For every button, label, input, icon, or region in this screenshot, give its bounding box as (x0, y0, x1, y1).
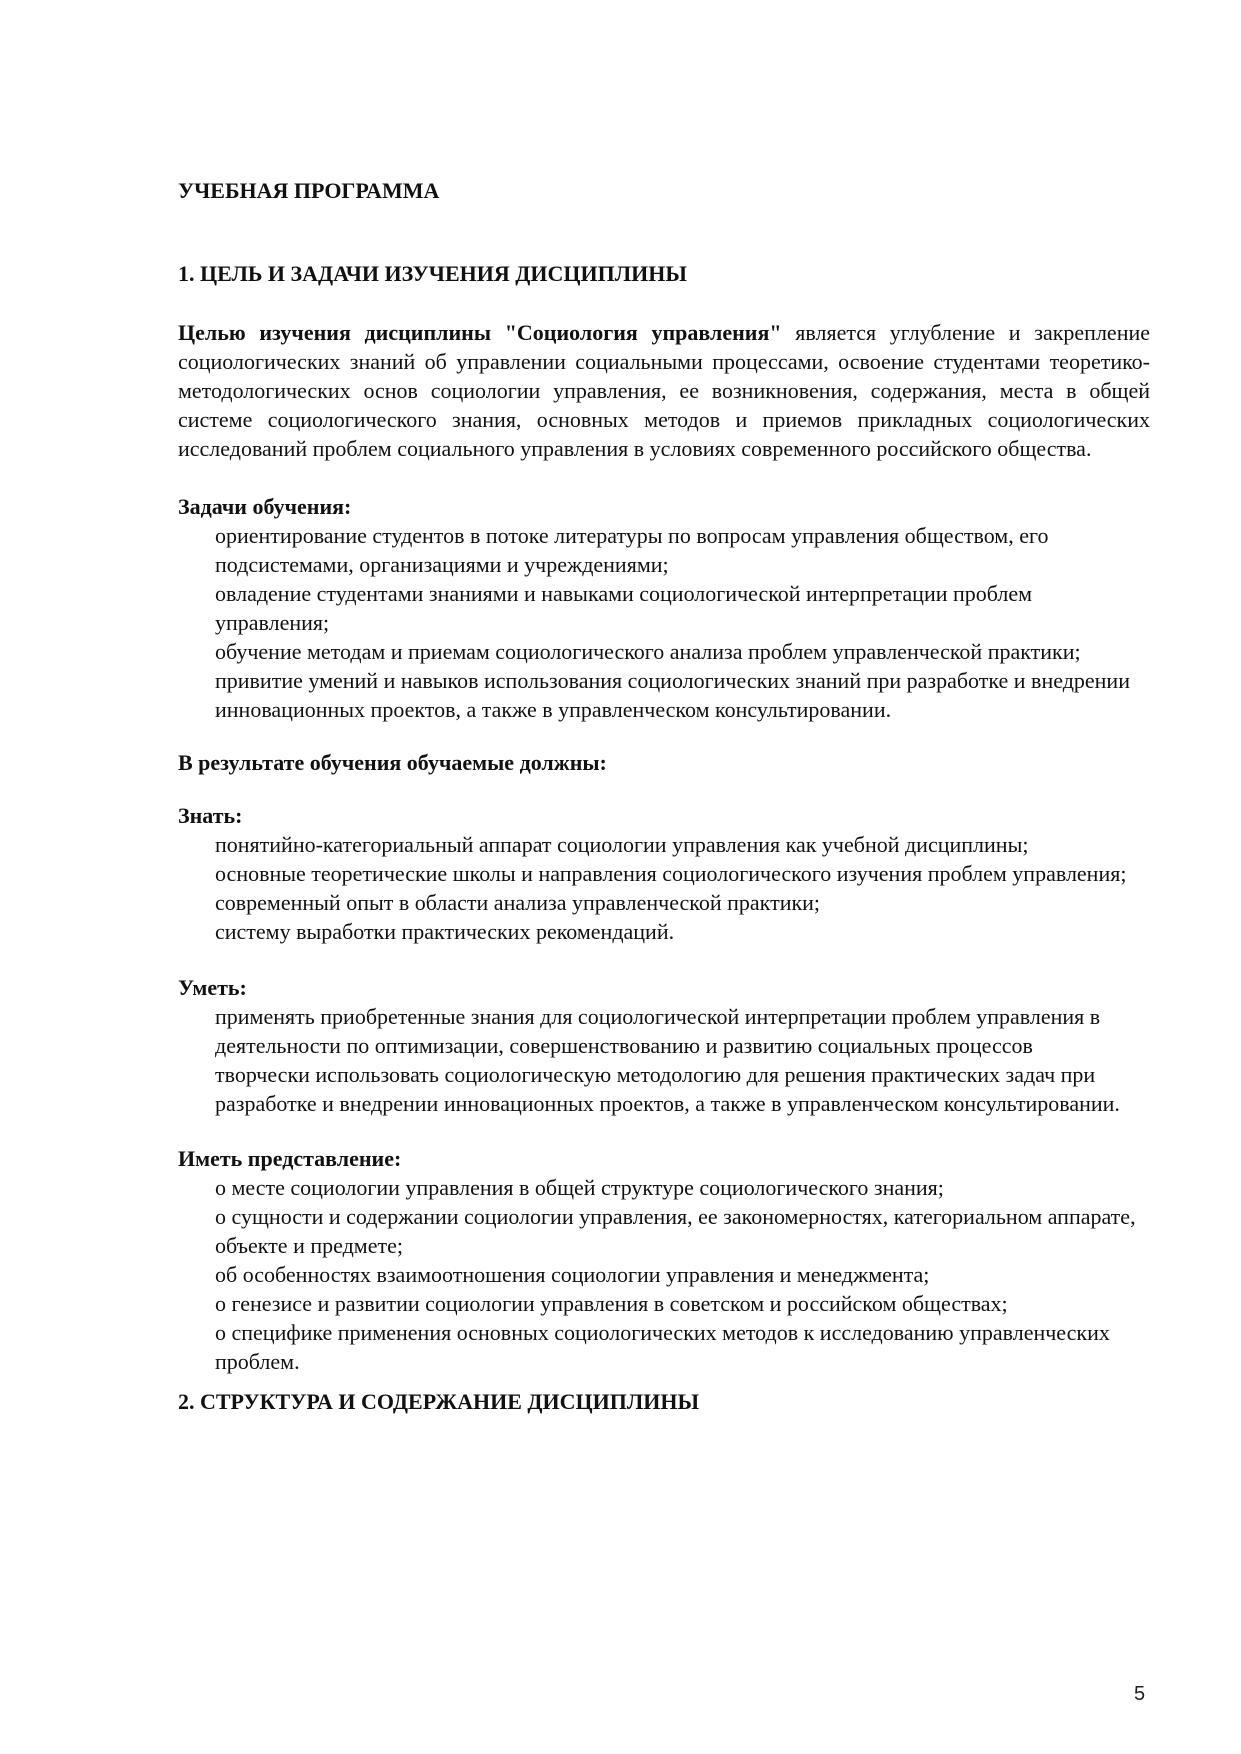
know-block (178, 801, 1150, 946)
list-item: современный опыт в области анализа управленческой практики; (215, 890, 821, 915)
list-item: ориентирование студентов в потоке литературы по вопросам управления обществом, его подсистемами, организациями и учреждениями; (215, 523, 1049, 577)
list-item: о генезисе и развитии социологии управления в советском и российском обществах; (215, 1291, 1008, 1316)
tasks-list (178, 521, 1150, 724)
intro-text: является углубление и закрепление социологических знаний об управлении социальными процессами, освоение студентами теоретико-методологических основ социологии управления, ее возникновения, содержания, места в общей системе социологического знания, основных методов и приемов прикладных социологических исследований проблем социального управления в условиях современного российского общества. (178, 320, 1151, 461)
section-1-title: 1. ЦЕЛЬ И ЗАДАЧИ ИЗУЧЕНИЯ ДИСЦИПЛИНЫ (178, 261, 687, 286)
tasks-label: Задачи обучения: (178, 494, 352, 519)
intro-lead: Целью изучения дисциплины "Социология управления" (178, 320, 782, 345)
list-item: основные теоретические школы и направления социологического изучения проблем управления; (215, 861, 1127, 886)
section-2-title: 2. СТРУКТУРА И СОДЕРЖАНИЕ ДИСЦИПЛИНЫ (178, 1389, 700, 1414)
know-list (178, 830, 1150, 946)
list-item: о специфике применения основных социологических методов к исследованию управленческих проблем. (215, 1320, 1110, 1374)
able-list (178, 1002, 1150, 1118)
idea-label: Иметь представление: (178, 1146, 402, 1171)
list-item: о сущности и содержании социологии управления, ее закономерностях, категориальном аппарате, объекте и предмете; (215, 1204, 1136, 1258)
results-label: В результате обучения обучаемые должны: (178, 750, 607, 775)
tasks-block (178, 492, 1150, 724)
list-item: овладение студентами знаниями и навыками социологической интерпретации проблем управления; (215, 581, 1033, 635)
able-block (178, 973, 1150, 1118)
page-content (178, 176, 1150, 1416)
idea-list (178, 1173, 1150, 1376)
list-item: систему выработки практических рекомендаций. (215, 919, 675, 944)
intro-paragraph (178, 318, 1150, 463)
know-label: Знать: (178, 803, 243, 828)
list-item: обучение методам и приемам социологического анализа проблем управленческой практики; (215, 639, 1081, 664)
page-number: 5 (1134, 1683, 1146, 1705)
able-label: Уметь: (178, 975, 247, 1000)
idea-block (178, 1144, 1150, 1376)
list-item: применять приобретенные знания для социологической интерпретации проблем управления в деятельности по оптимизации, совершенствованию и развитию социальных процессов (215, 1004, 1101, 1058)
list-item: понятийно-категориальный аппарат социологии управления как учебной дисциплины; (215, 832, 1029, 857)
list-item: творчески использовать социологическую методологию для решения практических задач при разработке и внедрении инновационных проектов, а также в управленческом консультировании. (215, 1062, 1120, 1116)
document-title: УЧЕБНАЯ ПРОГРАММА (178, 178, 440, 203)
list-item: об особенностях взаимоотношения социологии управления и менеджмента; (215, 1262, 930, 1287)
list-item: привитие умений и навыков использования социологических знаний при разработке и внедрении инновационных проектов, а также в управленческом консультировании. (215, 668, 1130, 722)
list-item: о месте социологии управления в общей структуре социологического знания; (215, 1175, 944, 1200)
